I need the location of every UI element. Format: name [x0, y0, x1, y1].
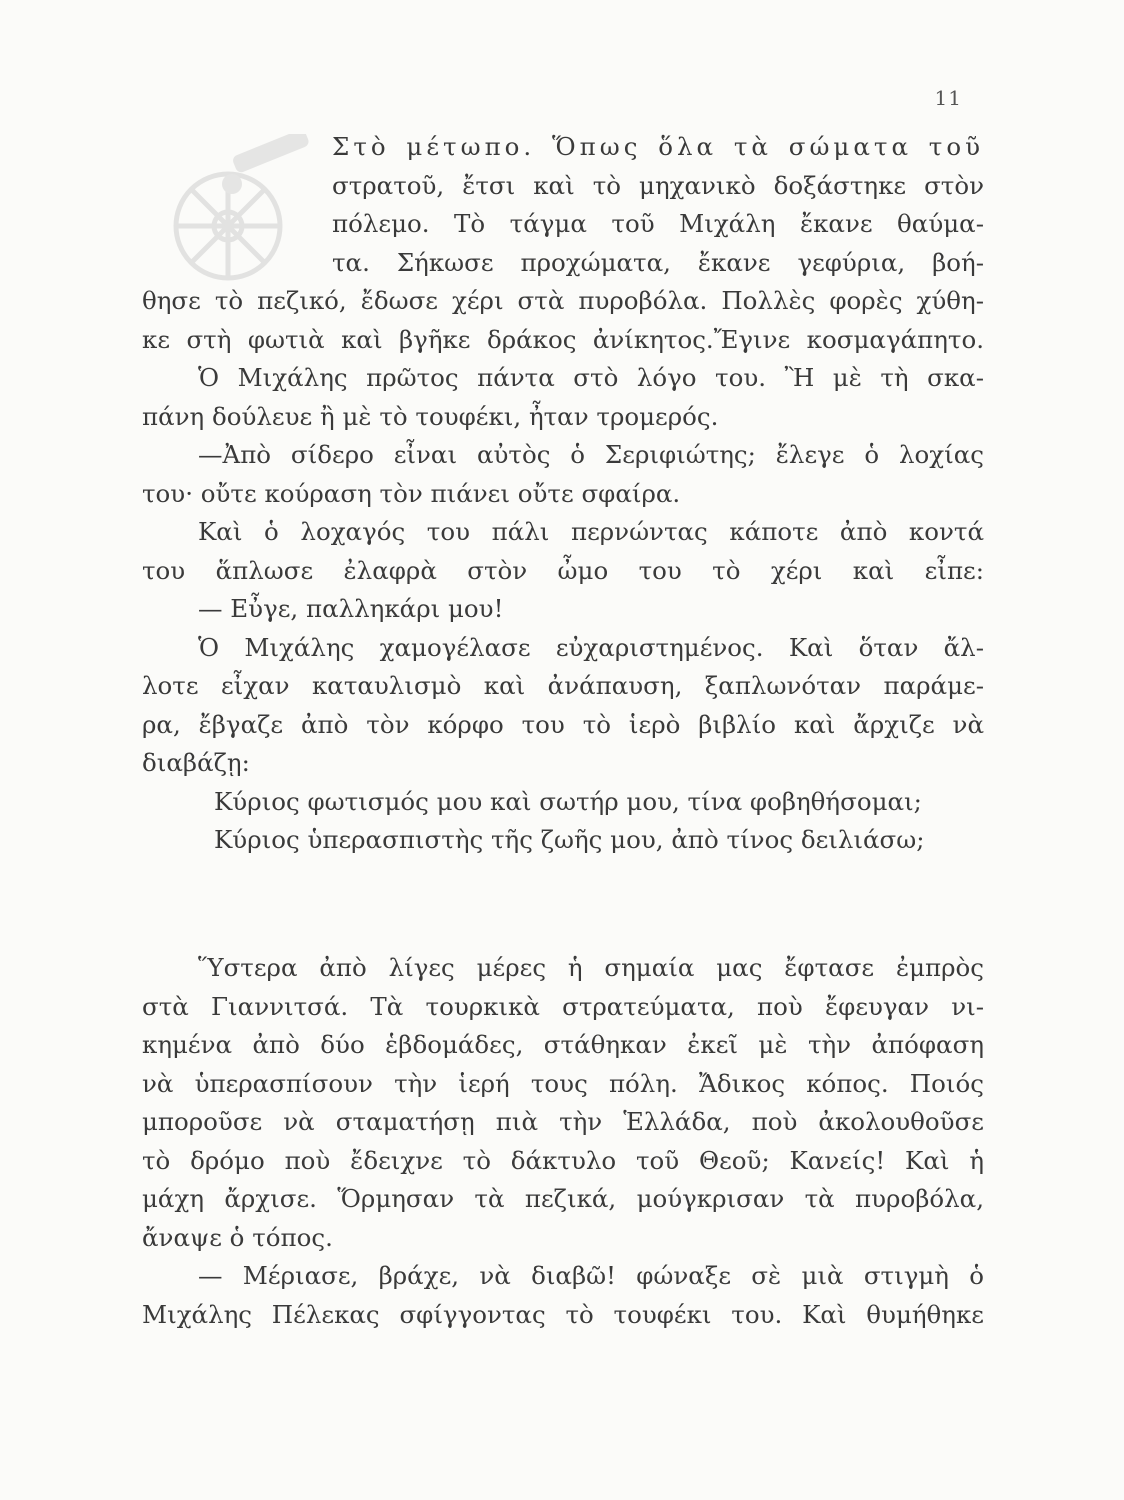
- text-line: τα. Σήκωσε προχώματα, ἔκανε γεφύρια, βοή-: [332, 247, 984, 277]
- text-line: — Εὖγε, παλληκάρι μου!: [198, 594, 504, 623]
- text-line: τὸ δρόμο ποὺ ἔδειχνε τὸ δάκτυλο τοῦ Θεοῦ; Κανείς! Καὶ ἡ: [142, 1145, 984, 1175]
- text-line: πόλεμο. Τὸ τάγμα τοῦ Μιχάλη ἔκανε θαύμα-: [332, 209, 984, 238]
- text-line: του ἅπλωσε ἐλαφρὰ στὸν ὦμο του τὸ χέρι καὶ εἶπε:: [142, 555, 984, 585]
- text-block-2: [142, 949, 984, 1334]
- text-line: στρατοῦ, ἔτσι καὶ τὸ μηχανικὸ δοξάστηκε στὸν: [332, 170, 984, 200]
- text-line: στὰ Γιαννιτσά. Τὰ τουρκικὰ στρατεύματα, ποὺ ἔφευγαν νι-: [142, 991, 984, 1021]
- text-line: Καὶ ὁ λοχαγός του πάλι περνώντας κάποτε ἀπὸ κοντά: [198, 517, 984, 546]
- text-line: —Ἀπὸ σίδερο εἶναι αὐτὸς ὁ Σεριφιώτης; ἔλεγε ὁ λοχίας: [198, 440, 984, 469]
- text-line: κημένα ἀπὸ δύο ἑβδομάδες, στάθηκαν ἐκεῖ μὲ τὴν ἀπόφαση: [142, 1030, 984, 1059]
- verse-line: Κύριος ὑπερασπιστὴς τῆς ζωῆς μου, ἀπὸ τίνος δειλιάσω;: [214, 825, 925, 854]
- text-line: Μιχάλης Πέλεκας σφίγγοντας τὸ τουφέκι του. Καὶ θυμήθηκε: [142, 1299, 984, 1329]
- page-number: 11: [934, 86, 962, 110]
- text-line: ἄναψε ὁ τόπος.: [142, 1222, 333, 1252]
- text-line: μάχη ἄρχισε. Ὅρμησαν τὰ πεζικά, μούγκρισαν τὰ πυροβόλα,: [142, 1184, 984, 1213]
- verse-line: Κύριος φωτισμός μου καὶ σωτήρ μου, τίνα φοβηθήσομαι;: [214, 786, 922, 816]
- text-line: νὰ ὑπερασπίσουν τὴν ἱερή τους πόλη. Ἄδικος κόπος. Ποιός: [142, 1068, 984, 1098]
- text-line: — Μέριασε, βράχε, νὰ διαβῶ! φώναξε σὲ μιὰ στιγμὴ ὁ: [198, 1261, 984, 1290]
- text-line: Ὁ Μιχάλης χαμογέλασε εὐχαριστημένος. Καὶ ὅταν ἄλ-: [198, 632, 984, 662]
- text-line: Ὕστερα ἀπὸ λίγες μέρες ἡ σημαία μας ἔφτασε ἐμπρὸς: [198, 953, 984, 982]
- text-line: του· οὔτε κούραση τὸν πιάνει οὔτε σφαίρα.: [142, 478, 681, 508]
- text-line: πάνη δούλευε ἢ μὲ τὸ τουφέκι, ἦταν τρομερός.: [142, 401, 719, 431]
- text-line: κε στὴ φωτιὰ καὶ βγῆκε δράκος ἀνίκητος.Ἔγινε κοσμαγάπητο.: [142, 324, 984, 354]
- text-line: διαβάζῃ:: [142, 748, 250, 777]
- text-line: Στὸ μέτωπο. Ὅπως ὅλα τὰ σώματα τοῦ: [332, 132, 984, 161]
- text-line: λοτε εἶχαν καταυλισμὸ καὶ ἀνάπαυση, ξαπλωνόταν παράμε-: [142, 671, 984, 700]
- text-block-1: [142, 128, 984, 860]
- text-line: ρα, ἔβγαζε ἀπὸ τὸν κόρφο του τὸ ἱερὸ βιβλίο καὶ ἄρχιζε νὰ: [142, 709, 984, 739]
- text-line: μποροῦσε νὰ σταματήσῃ πιὰ τὴν Ἑλλάδα, ποὺ ἀκολουθοῦσε: [142, 1107, 984, 1136]
- text-line: θησε τὸ πεζικό, ἔδωσε χέρι στὰ πυροβόλα. Πολλὲς φορὲς χύθη-: [142, 286, 984, 315]
- text-line: Ὁ Μιχάλης πρῶτος πάντα στὸ λόγο του. Ἢ μὲ τὴ σκα-: [198, 363, 984, 392]
